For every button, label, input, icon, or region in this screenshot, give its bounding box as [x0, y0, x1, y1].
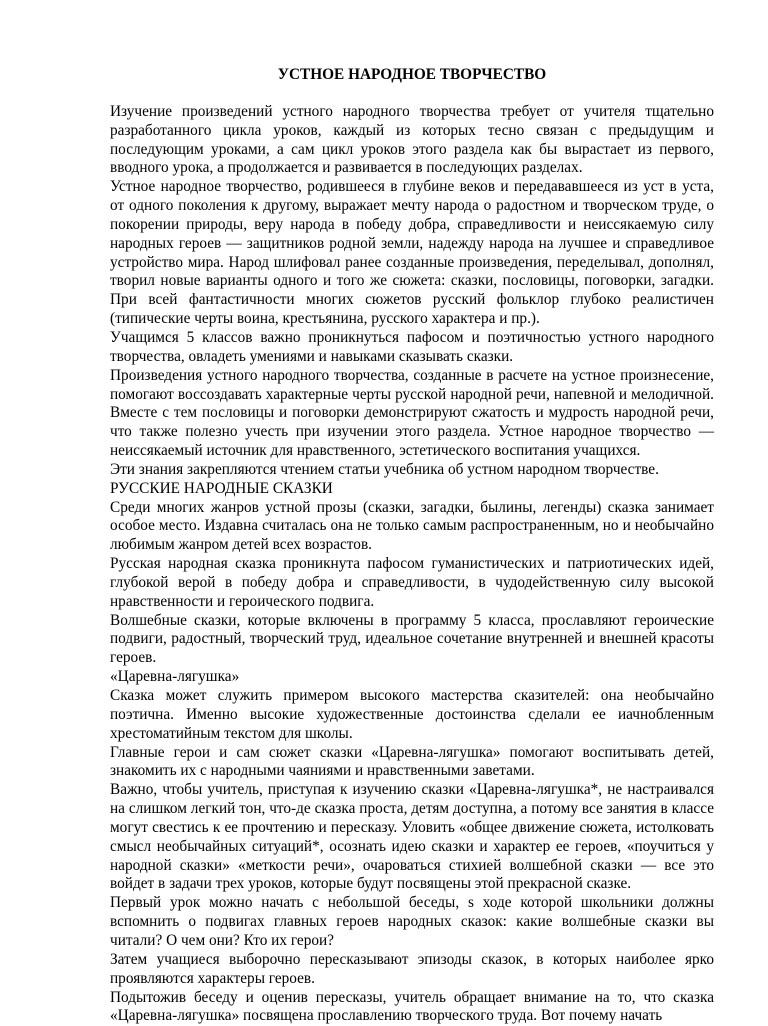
document-page — [110, 66, 714, 1026]
paragraph-teacher-approach: Важно, чтобы учитель, приступая к изучению сказки «Царевна-лягушка*, не настраивался на слишком легкий тон, что-де сказка проста, детям доступна, а потому все занятия в классе могут свестись к ее прочтению и пересказу. Уловить «общее движение сюжета, истолковать смысл необычайных ситуаций*, осознать идею сказки и характер ее героев, «поучиться у народной сказки» «меткости речи», очароваться стихией волшебной сказки — все это войдет в задачи трех уроков, которые будут посвящены этой прекрасной сказке. — [110, 781, 714, 894]
section-heading-fairy-tales: РУССКИЕ НАРОДНЫЕ СКАЗКИ — [110, 480, 714, 499]
document-title: УСТНОЕ НАРОДНОЕ ТВОРЧЕСТВО — [110, 66, 714, 85]
paragraph-first-lesson: Первый урок можно начать с небольшой беседы, s ходе которой школьники должны вспомнить о подвигах главных героев народных сказок: какие волшебные сказки вы читали? О чем они? Кто их герои? — [110, 894, 714, 951]
paragraph-textbook: Эти знания закрепляются чтением статьи учебника об устном народном творчестве. — [110, 461, 714, 480]
paragraph-students: Учащимся 5 классов важно проникнуться пафосом и поэтичностью устного народного творчества, овладеть умениями и навыками сказывать сказки. — [110, 329, 714, 367]
paragraph-intro: Изучение произведений устного народного творчества требует от учителя тщательно разработанного цикла уроков, каждый из которых тесно связан с предыдущим и последующим уроками, а сам цикл уроков этого раздела как бы вырастает из первого, вводного урока, а продолжается и развивается в последующих разделах. — [110, 103, 714, 178]
paragraph-main-heroes: Главные герои и сам сюжет сказки «Царевна-лягушка» помогают воспитывать детей, знакомить их с народными чаяниями и нравственными заветами. — [110, 744, 714, 782]
paragraph-oral-works: Произведения устного народного творчества, созданные в расчете на устное произнесение, помогают воссоздавать характерные черты русской народной речи, напевной и мелодичной. Вместе с тем пословицы и поговорки демонстрируют сжатость и мудрость народной речи, что также полезно учесть при изучении этого раздела. Устное народное творчество —неиссякаемый источник для нравственного, эстетического воспитания учащихся. — [110, 367, 714, 461]
paragraph-summary: Подытожив беседу и оценив пересказы, учитель обращает внимание на то, что сказка «Царевна-лягушка» посвящена прославлению творческого труда. Вот почему начать — [110, 989, 714, 1026]
paragraph-mastery: Сказка может служить примером высокого мастерства сказителей: она необычайно поэтична. Именно высокие художественные достоинства сделали ее иачнобленным хрестоматийным текстом для школы. — [110, 687, 714, 744]
paragraph-folk-art: Устное народное творчество, родившееся в глубине веков и передававшееся из уст в уста, от одного поколения к другому, выражает мечту народа о радостном и творческом труде, о покорении природы, веру народа в победу добра, справедливости и неиссякаемую силу народных героев — защитников родной земли, надежду народа на лучшее и справедливое устройство мира. Народ шлифовал ранее созданные произведения, переделывал, дополнял, творил новые варианты одного и того же сюжета: сказки, пословицы, поговорки, загадки. При всей фантастичности многих сюжетов русский фольклор глубоко реалистичен (типические черты воина, крестьянина, русского характера и пр.). — [110, 178, 714, 329]
paragraph-retelling: Затем учащиеся выборочно пересказывают эпизоды сказок, в которых наиболее ярко проявляются характеры героев. — [110, 951, 714, 989]
subheading-frog-princess: «Царевна-лягушка» — [110, 668, 714, 687]
paragraph-russian-tale: Русская народная сказка проникнута пафосом гуманистических и патриотических идей, глубокой верой в победу добра и справедливости, в чудодейственную силу высокой нравственности и героического подвига. — [110, 555, 714, 612]
paragraph-magic-tales: Волшебные сказки, которые включены в программу 5 класса, прославляют героические подвиги, радостный, творческий труд, идеальное сочетание внутренней и внешней красоты героев. — [110, 612, 714, 669]
paragraph-genres: Среди многих жанров устной прозы (сказки, загадки, былины, легенды) сказка занимает особое место. Издавна считалась она не только самым распространенным, но и необычайно любимым жанром детей всех возрастов. — [110, 499, 714, 556]
